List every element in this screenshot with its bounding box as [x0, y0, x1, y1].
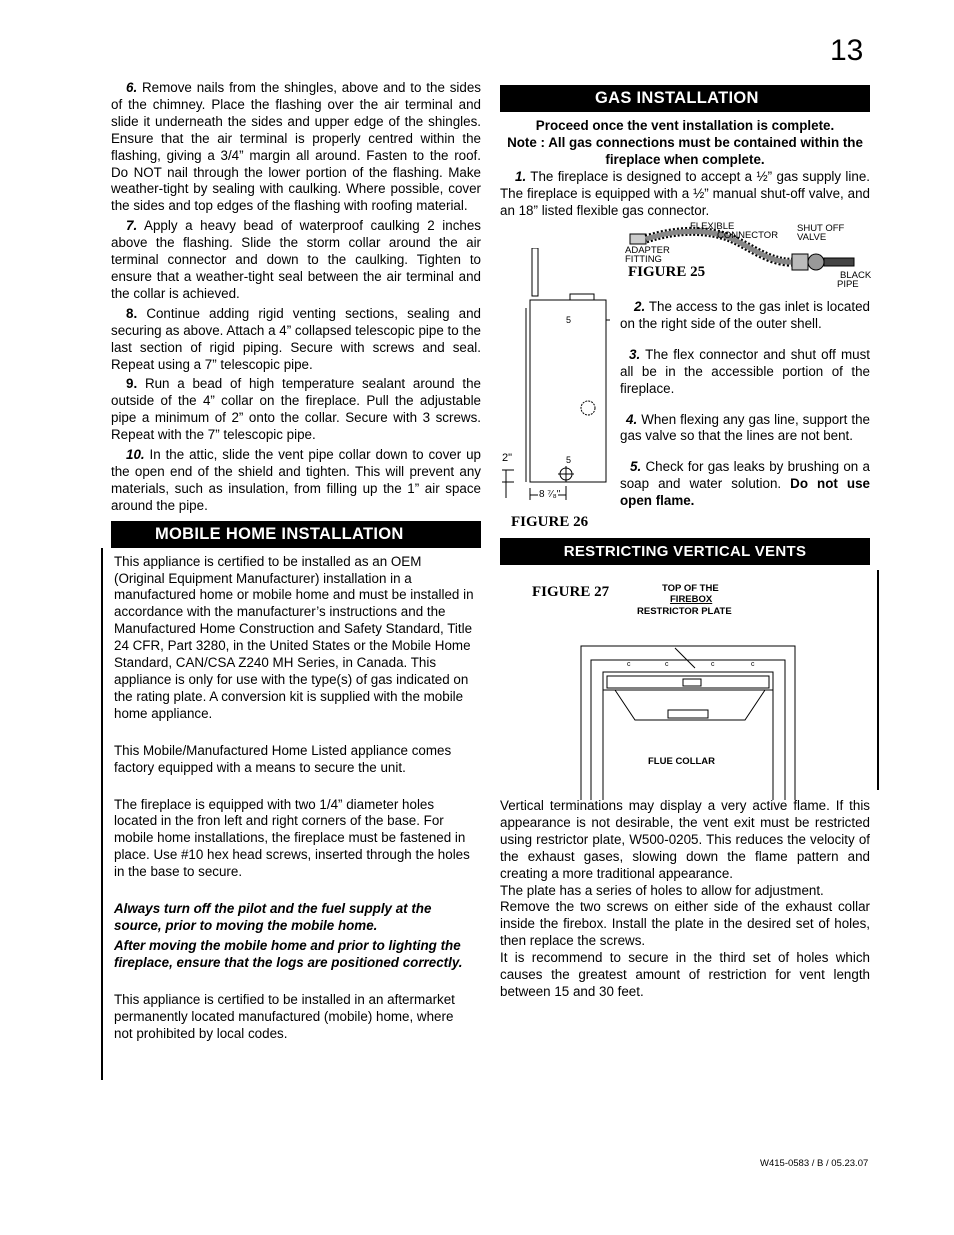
step-9: 9. Run a bead of high temperature sealant around the outside of the 4” collar on the fireplace. Pull the adjustable pipe a minimum of 2” onto the collar. Secure with 3 screws. Repeat with the 7” telescopic pipe. [111, 376, 481, 443]
fig25-pipe-label: PIPE [837, 279, 859, 290]
mobile-para-6: This appliance is certified to be installed in an aftermarket permanently located manufactured (mobile) home, where not prohibited by local codes. [114, 991, 455, 1041]
svg-text:c: c [627, 661, 631, 668]
gas-step-2: 2. The access to the gas inlet is located on the right side of the outer shell. [620, 299, 870, 331]
right-change-bar [877, 570, 879, 790]
figure-25-label: FIGURE 25 [628, 264, 706, 280]
step-10: 10. In the attic, slide the vent pipe collar down to cover up the open end of the shield and tighten. This will prevent any materials, such as insulation, from filling up the 1” air space around the pipe. [111, 447, 481, 513]
change-bar [101, 548, 103, 1080]
vents-para-1: Vertical terminations may display a very active flame. If this appearance is not desirable, the vent exit must be restricted using restrictor plate, W500-0205. This reduces the velocity of the exhaust gases, slowing down the flame pattern and creating a more traditional appearance. [500, 798, 870, 881]
gas-step-5: 5. Check for gas leaks by brushing on a soap and water solution. Do not use open flame. [620, 459, 870, 509]
gas-step-1: 1. The fireplace is designed to accept a ½” gas supply line. The fireplace is equipped with a ½” manual shut-off valve, and an 18” listed flexible gas connector. [500, 168, 870, 218]
right-column [500, 80, 870, 222]
figure-26-label: FIGURE 26 [511, 514, 589, 530]
figure-26-drawing [500, 248, 618, 508]
mobile-para-2: This Mobile/Manufactured Home Listed appliance comes factory equipped with a means to secure the unit. [114, 742, 452, 775]
fig26-dim-2: 2" [502, 452, 513, 464]
fig27-top-label-2: FIREBOX [670, 594, 713, 605]
svg-text:5: 5 [566, 315, 572, 325]
fig25-fitting-label: FITTING [625, 254, 662, 265]
step-6: 6. Remove nails from the shingles, above and to the sides of the chimney. Place the flashing over the air terminal and slide it underneath the sides and upper edge of the shingles. Ensure that the air terminal is properly centred within the flashing, giving a 3/4” margin all around. Fasten to the roof. Do NOT nail through the lower portion of the flashing. Make weather-tight by sealing with caulking. Where possible, cover the sides and top edges of the flashing with roofing material. [111, 80, 481, 214]
fig27-top-label-1: TOP OF THE [662, 583, 719, 594]
gas-step-3: 3. The flex connector and shut off must all be in the accessible portion of the fireplace. [620, 346, 870, 396]
mobile-home-header: MOBILE HOME INSTALLATION [111, 521, 481, 548]
svg-text:5: 5 [566, 455, 572, 465]
mobile-home-section [111, 554, 481, 1043]
svg-text:c: c [751, 661, 755, 668]
gas-steps-2-5 [620, 299, 870, 513]
fig27-top-label-3: RESTRICTOR PLATE [637, 606, 732, 617]
fig25-connector-label: CONNECTOR [717, 230, 779, 241]
fig26-dim-8: 8 ⁷⁄₈" [539, 489, 561, 500]
vents-para-4: It is recommend to secure in the third set of holes which causes the greatest amount of restriction for vent length between 15 and 30 feet. [500, 950, 870, 999]
gas-step-4: 4. When flexing any gas line, support the gas valve so that the lines are not bent. [620, 411, 870, 444]
page-number: 13 [830, 34, 864, 67]
figure-27-label: FIGURE 27 [532, 584, 610, 600]
vents-para-3: Remove the two screws on either side of the exhaust collar inside the firebox. Install the plate in the desired set of holes, then replace the screws. [500, 899, 870, 949]
svg-text:c: c [711, 661, 715, 668]
left-column [111, 80, 481, 1045]
fig25-black-label: BLACK [840, 270, 872, 281]
svg-text:c: c [665, 661, 669, 668]
mobile-para-1: This appliance is certified to be installed as an OEM (Original Equipment Manufacturer) installation in a manufactured home or mobile home and must be installed in accordance with the manufacturer’s instructions and the Manufactured Home Construction and Safety Standard, Title 24 CFR, Part 3280, in the United States or the Mobile Home Standard, CAN/CSA Z240 MH Series, in Canada. This appliance is only for use with the type(s) of gas indicated on the rating plate. A conversion kit is supplied with the mobile home appliance. [114, 553, 474, 721]
fig27-flue-collar-label: FLUE COLLAR [648, 756, 716, 767]
fig25-shut-label: SHUT OFF [797, 223, 845, 234]
fig25-adapter-label: ADAPTER [625, 245, 670, 256]
mobile-warning-2: After moving the mobile home and prior to lighting the fireplace, ensure that the logs are positioned correctly. [114, 937, 463, 970]
mobile-para-3: The fireplace is equipped with two 1/4” diameter holes located in the fron left and right corners of the base. For mobile home installations, the fireplace must be fastened in place. Use #10 hex head screws, inserted through the holes in the base to secure. [114, 796, 470, 880]
restricting-vents-header: RESTRICTING VERTICAL VENTS [500, 538, 870, 565]
vents-text [500, 798, 870, 1001]
figure-27-drawing [575, 620, 801, 800]
step-7: 7. Apply a heavy bead of waterproof caulking 2 inches above the flashing. Slide the storm collar around the air terminal connector and down to the caulking. Tighten to ensure that a weather-tight seal between the air terminal and the collar is achieved. [111, 218, 481, 301]
vents-para-2: The plate has a series of holes to allow for adjustment. [500, 882, 824, 898]
mobile-warning-1: Always turn off the pilot and the fuel supply at the source, prior to moving the mobile home. [114, 901, 432, 933]
gas-installation-header: GAS INSTALLATION [500, 85, 870, 112]
document-code: W415-0583 / B / 05.23.07 [760, 1158, 869, 1169]
gas-note-2: Note : All gas connections must be contained within the fireplace when complete. [507, 134, 863, 167]
step-8: 8. Continue adding rigid venting sections, sealing and securing as above. Attach a 4” collapsed telescopic pipe to the last section of rigid piping. Secure with screws and seal. Repeat using a 7” telescopic pipe. [111, 305, 481, 372]
fig25-valve-label: VALVE [797, 232, 827, 243]
gas-note-1: Proceed once the vent installation is complete. [535, 118, 835, 133]
fig25-flexible-label: FLEXIBLE [690, 221, 735, 232]
